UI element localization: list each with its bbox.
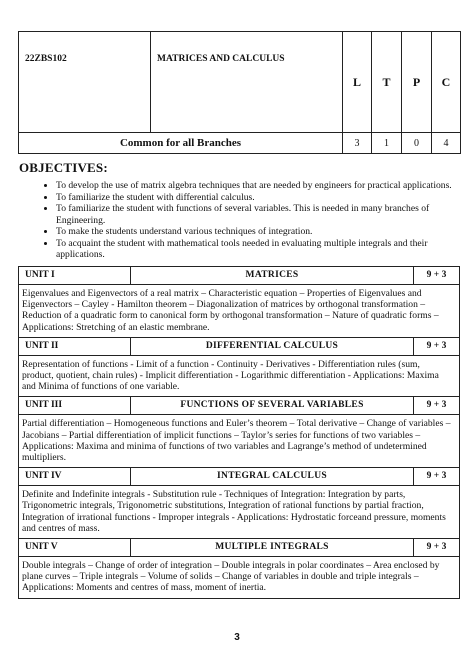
unit-content: Double integrals – Change of order of integration – Double integrals in polar coordinates – Area enclosed by plane curves – Triple integrals – Volume of solids – Change of variables in double and triple integrals – Applications: Moments and centres of mass, moment of inertia. — [22, 559, 440, 594]
unit-content: Representation of functions - Limit of a function - Continuity - Derivatives - Differentiation rules (sum, product, quotient, chain rules) - Implicit differentiation - Logarithmic differentiation - Applications: Maxima and Minima of functions of one variable. — [22, 358, 439, 393]
unit-number: UNIT III — [19, 397, 131, 414]
unit-block-2 — [18, 338, 460, 398]
unit-hours: 9 + 3 — [426, 340, 447, 351]
unit-header — [19, 338, 459, 356]
objective-item: • To acquaint the student with mathematical tools needed in evaluating multiple integrals and their applications. — [56, 238, 460, 260]
unit-number: UNIT IV — [19, 468, 131, 485]
course-title: MATRICES AND CALCULUS — [151, 32, 343, 133]
unit-block-5 — [18, 539, 460, 599]
ltpc-header-p: P — [402, 32, 432, 133]
unit-title: INTEGRAL CALCULUS — [131, 468, 414, 485]
unit-content: Partial differentiation – Homogeneous functions and Euler’s theorem – Total derivative – Change of variables – Jacobians – Partial differentiation of implicit functions – Taylor’s series for functions of two variables – Applications: Maxima and minima of functions of two variables and Lagrange’s method of undetermined multipliers. — [22, 418, 451, 463]
objective-item: • To familiarize the student with functions of several variables. This is needed in many branches of Engineering. — [56, 203, 460, 225]
unit-title: FUNCTIONS OF SEVERAL VARIABLES — [131, 397, 414, 414]
objective-item: • To make the students understand various techniques of integration. — [56, 226, 460, 237]
syllabus-page — [18, 31, 460, 599]
unit-block-1 — [18, 266, 460, 338]
ltpc-value-t: 1 — [372, 133, 402, 154]
objective-item: • To develop the use of matrix algebra techniques that are needed by engineers for practical applications. — [56, 180, 460, 191]
page-number: 3 — [234, 632, 240, 643]
ltpc-value-c: 4 — [432, 133, 461, 154]
unit-number: UNIT I — [19, 267, 131, 284]
objectives-list — [18, 180, 460, 260]
objective-item: • To familiarize the student with differential calculus. — [56, 192, 460, 203]
unit-hours: 9 + 3 — [426, 269, 447, 280]
unit-number: UNIT V — [19, 539, 131, 556]
unit-title: MATRICES — [131, 267, 414, 284]
course-code: 22ZBS102 — [19, 32, 151, 133]
unit-header — [19, 267, 459, 285]
ltpc-value-p: 0 — [402, 133, 432, 154]
unit-content: Definite and Indefinite integrals - Substitution rule - Techniques of Integration: Integration by parts, Trigonometric integrals, Trigonometric substitutions, Integration of rational functions by partial fraction, Integration of irrational functions - Improper integrals - Applications: Hydrostatic forceand pressure, moments and centres of mass. — [22, 489, 446, 534]
unit-header — [19, 539, 459, 557]
unit-header — [19, 397, 459, 415]
unit-header — [19, 468, 459, 486]
unit-title: DIFFERENTIAL CALCULUS — [131, 338, 414, 355]
ltpc-header-c: C — [432, 32, 461, 133]
unit-title: MULTIPLE INTEGRALS — [131, 539, 414, 556]
ltpc-value-l: 3 — [343, 133, 372, 154]
common-branches-label: Common for all Branches — [19, 133, 343, 154]
ltpc-header-l: L — [343, 32, 372, 133]
course-header-table — [18, 31, 461, 154]
unit-block-3 — [18, 397, 460, 468]
unit-number: UNIT II — [19, 338, 131, 355]
ltpc-header-t: T — [372, 32, 402, 133]
unit-hours: 9 + 3 — [426, 541, 447, 552]
objectives-heading: OBJECTIVES: — [19, 160, 108, 175]
unit-content: Eigenvalues and Eigenvectors of a real matrix – Characteristic equation – Properties of Eigenvalues and Eigenvectors – Cayley - Hamilton theorem – Diagonalization of matrices by orthogonal transformation – Reduction of a quadratic form to canonical form by orthogonal transformation – Nature of quadratic forms – Applications: Stretching of an elastic membrane. — [22, 287, 439, 333]
unit-hours: 9 + 3 — [426, 471, 447, 482]
unit-block-4 — [18, 468, 460, 539]
unit-hours: 9 + 3 — [426, 400, 447, 411]
